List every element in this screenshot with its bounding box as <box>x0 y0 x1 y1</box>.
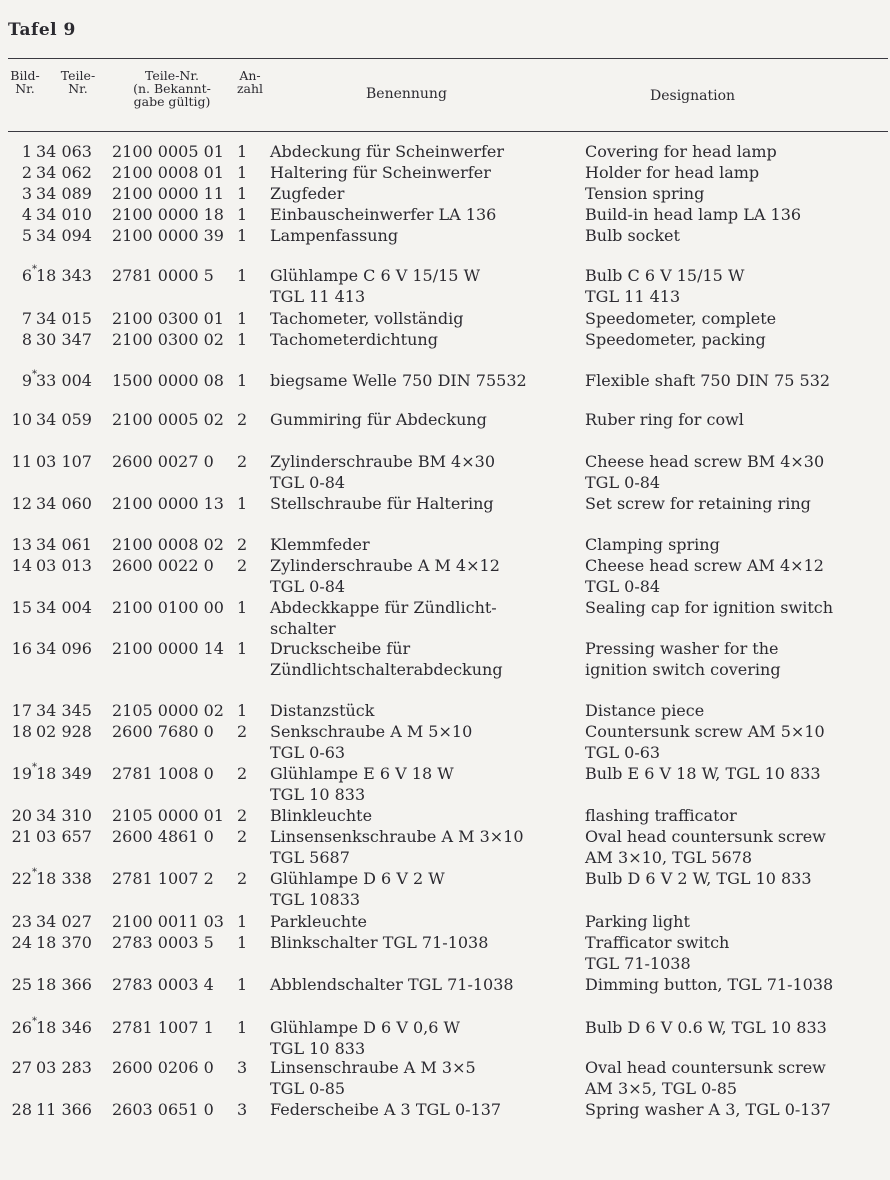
cell-bild-nr: 28 <box>11 1100 32 1119</box>
cell-bild-nr: 16 <box>11 639 32 658</box>
page-title: Tafel 9 <box>8 20 76 40</box>
cell-anzahl: 1 <box>237 142 248 161</box>
cell-bild-nr: 13 <box>11 535 32 554</box>
cell-anzahl: 1 <box>237 975 248 994</box>
cell-designation: Oval head countersunk screw <box>585 1058 826 1077</box>
cell-teile-nr: 34 027 <box>36 912 92 931</box>
header-top-rule <box>8 58 888 59</box>
cell-designation: Bulb E 6 V 18 W, TGL 10 833 <box>585 764 821 783</box>
cell-bild-nr: 10 <box>11 410 32 429</box>
cell-designation: TGL 11 413 <box>585 287 681 306</box>
cell-teile-nr: 34 010 <box>36 205 92 224</box>
cell-bild-nr: 27 <box>11 1058 32 1077</box>
cell-teile-nr-bekanntgabe: 2100 0000 18 <box>112 205 224 224</box>
cell-designation: Speedometer, packing <box>585 330 766 349</box>
cell-teile-nr: 18 366 <box>36 975 92 994</box>
cell-benennung: Haltering für Scheinwerfer <box>270 163 491 182</box>
cell-teile-nr-bekanntgabe: 2600 0027 0 <box>112 452 214 471</box>
cell-anzahl: 2 <box>237 722 248 741</box>
cell-anzahl: 1 <box>237 205 248 224</box>
cell-teile-nr: 18 346 <box>36 1018 92 1037</box>
cell-benennung: Druckscheibe für <box>270 639 411 658</box>
cell-bild-nr: 3 <box>21 184 32 203</box>
cell-teile-nr: 34 061 <box>36 535 92 554</box>
cell-teile-nr-bekanntgabe: 2781 1008 0 <box>112 764 214 783</box>
cell-anzahl: 2 <box>237 535 248 554</box>
cell-benennung: Glühlampe D 6 V 0,6 W <box>270 1018 460 1037</box>
cell-teile-nr: 34 015 <box>36 309 92 328</box>
header-bek-line2: (n. Bekannt- <box>133 81 211 96</box>
cell-benennung: Federscheibe A 3 TGL 0-137 <box>270 1100 502 1119</box>
cell-bild-nr: 5 <box>21 226 32 245</box>
cell-teile-nr-bekanntgabe: 2600 0022 0 <box>112 556 214 575</box>
header-bek-line3: gabe gültig) <box>133 94 211 109</box>
cell-designation: TGL 0-63 <box>585 743 661 762</box>
cell-benennung: Parkleuchte <box>270 912 367 931</box>
cell-benennung: Senkschraube A M 5⨯10 <box>270 722 473 741</box>
cell-teile-nr: 03 107 <box>36 452 92 471</box>
cell-benennung: Gummiring für Abdeckung <box>270 410 487 429</box>
cell-benennung: Glühlampe D 6 V 2 W <box>270 869 445 888</box>
cell-anzahl: 1 <box>237 184 248 203</box>
cell-benennung: Glühlampe E 6 V 18 W <box>270 764 454 783</box>
cell-designation: Bulb D 6 V 2 W, TGL 10 833 <box>585 869 812 888</box>
cell-designation: Sealing cap for ignition switch <box>585 598 834 617</box>
cell-benennung: TGL 10833 <box>270 890 361 909</box>
cell-designation: Bulb C 6 V 15/15 W <box>585 266 745 285</box>
cell-designation: ignition switch covering <box>585 660 781 679</box>
cell-designation: TGL 71-1038 <box>585 954 691 973</box>
cell-teile-nr-bekanntgabe: 2783 0003 4 <box>112 975 214 994</box>
cell-teile-nr-bekanntgabe: 2100 0100 00 <box>112 598 224 617</box>
cell-designation: Clamping spring <box>585 535 720 554</box>
cell-anzahl: 2 <box>237 869 248 888</box>
cell-designation: Distance piece <box>585 701 705 720</box>
cell-teile-nr: 18 349 <box>36 764 92 783</box>
cell-designation: Flexible shaft 750 DIN 75 532 <box>585 371 831 390</box>
cell-benennung: biegsame Welle 750 DIN 75532 <box>270 371 527 390</box>
cell-anzahl: 2 <box>237 827 248 846</box>
cell-bild-nr: 26 <box>11 1018 32 1037</box>
asterisk-marker: * <box>32 762 37 773</box>
cell-anzahl: 1 <box>237 371 248 390</box>
cell-bild-nr: 23 <box>11 912 32 931</box>
cell-designation: AM 3×10, TGL 5678 <box>585 848 753 867</box>
cell-designation: Set screw for retaining ring <box>585 494 811 513</box>
cell-designation: Speedometer, complete <box>585 309 777 328</box>
cell-designation: TGL 0-84 <box>585 577 661 596</box>
cell-teile-nr-bekanntgabe: 2781 1007 1 <box>112 1018 214 1037</box>
cell-designation: Trafficator switch <box>585 933 730 952</box>
cell-teile-nr-bekanntgabe: 2105 0000 01 <box>112 806 224 825</box>
cell-teile-nr-bekanntgabe: 2600 7680 0 <box>112 722 214 741</box>
cell-benennung: Linsensenkschraube A M 3⨯10 <box>270 827 524 846</box>
header-bild-nr-line1: Bild- <box>10 68 40 83</box>
cell-designation: Cheese head screw AM 4⨯12 <box>585 556 824 575</box>
cell-teile-nr-bekanntgabe: 2100 0000 39 <box>112 226 224 245</box>
cell-designation: Spring washer A 3, TGL 0-137 <box>585 1100 831 1119</box>
cell-anzahl: 1 <box>237 266 248 285</box>
asterisk-marker: * <box>32 1016 37 1027</box>
cell-benennung: Einbauscheinwerfer LA 136 <box>270 205 497 224</box>
cell-teile-nr-bekanntgabe: 2100 0005 01 <box>112 142 224 161</box>
cell-bild-nr: 14 <box>11 556 32 575</box>
cell-anzahl: 3 <box>237 1100 248 1119</box>
cell-bild-nr: 21 <box>11 827 32 846</box>
header-bild-nr-line2: Nr. <box>15 81 35 96</box>
cell-teile-nr: 02 928 <box>36 722 92 741</box>
cell-bild-nr: 25 <box>11 975 32 994</box>
cell-designation: Covering for head lamp <box>585 142 777 161</box>
cell-bild-nr: 15 <box>11 598 32 617</box>
cell-bild-nr: 12 <box>11 494 32 513</box>
header-anzahl-line2: zahl <box>236 81 264 96</box>
cell-bild-nr: 22 <box>11 869 32 888</box>
cell-designation: Parking light <box>585 912 690 931</box>
cell-teile-nr-bekanntgabe: 2100 0000 13 <box>112 494 224 513</box>
cell-bild-nr: 9 <box>21 371 32 390</box>
cell-benennung: TGL 10 833 <box>270 785 366 804</box>
cell-benennung: TGL 0-84 <box>270 473 346 492</box>
cell-benennung: TGL 5687 <box>270 848 350 867</box>
cell-anzahl: 1 <box>237 309 248 328</box>
cell-teile-nr: 34 063 <box>36 142 92 161</box>
cell-bild-nr: 6 <box>21 266 32 285</box>
cell-benennung: Glühlampe C 6 V 15/15 W <box>270 266 481 285</box>
header-teile-nr-bekanntgabe <box>116 69 228 108</box>
cell-designation: Bulb socket <box>585 226 680 245</box>
cell-anzahl: 1 <box>237 163 248 182</box>
cell-teile-nr: 18 338 <box>36 869 92 888</box>
cell-anzahl: 2 <box>237 556 248 575</box>
header-bild-nr <box>8 69 42 95</box>
cell-teile-nr: 34 345 <box>36 701 92 720</box>
cell-teile-nr-bekanntgabe: 2600 0206 0 <box>112 1058 214 1077</box>
cell-benennung: TGL 0-85 <box>270 1079 346 1098</box>
cell-teile-nr-bekanntgabe: 2603 0651 0 <box>112 1100 214 1119</box>
cell-anzahl: 1 <box>237 494 248 513</box>
cell-benennung: TGL 10 833 <box>270 1039 366 1058</box>
header-teile-nr <box>56 69 100 95</box>
cell-bild-nr: 4 <box>21 205 32 224</box>
cell-teile-nr-bekanntgabe: 2100 0000 11 <box>112 184 224 203</box>
cell-bild-nr: 24 <box>11 933 32 952</box>
cell-designation: Tension spring <box>585 184 705 203</box>
cell-anzahl: 1 <box>237 701 248 720</box>
cell-anzahl: 1 <box>237 330 248 349</box>
cell-designation: Pressing washer for the <box>585 639 779 658</box>
cell-teile-nr: 30 347 <box>36 330 92 349</box>
cell-benennung: Tachometer, vollständig <box>270 309 464 328</box>
cell-teile-nr: 34 004 <box>36 598 92 617</box>
cell-benennung: TGL 11 413 <box>270 287 366 306</box>
cell-teile-nr: 34 060 <box>36 494 92 513</box>
cell-bild-nr: 7 <box>21 309 32 328</box>
cell-benennung: Abdeckkappe für Zündlicht- <box>270 598 497 617</box>
cell-designation: Bulb D 6 V 0.6 W, TGL 10 833 <box>585 1018 827 1037</box>
cell-anzahl: 1 <box>237 933 248 952</box>
cell-teile-nr: 33 004 <box>36 371 92 390</box>
cell-teile-nr: 03 283 <box>36 1058 92 1077</box>
cell-anzahl: 2 <box>237 452 248 471</box>
cell-anzahl: 2 <box>237 764 248 783</box>
cell-teile-nr-bekanntgabe: 2781 0000 5 <box>112 266 214 285</box>
cell-benennung: Zylinderschraube BM 4⨯30 <box>270 452 495 471</box>
cell-benennung: Zugfeder <box>270 184 345 203</box>
cell-designation: Ruber ring for cowl <box>585 410 744 429</box>
cell-benennung: Abdeckung für Scheinwerfer <box>270 142 505 161</box>
cell-benennung: Lampenfassung <box>270 226 399 245</box>
cell-teile-nr-bekanntgabe: 2100 0011 03 <box>112 912 224 931</box>
asterisk-marker: * <box>32 867 37 878</box>
cell-teile-nr-bekanntgabe: 2100 0008 01 <box>112 163 224 182</box>
cell-anzahl: 2 <box>237 806 248 825</box>
cell-benennung: Linsenschraube A M 3×5 <box>270 1058 476 1077</box>
cell-teile-nr-bekanntgabe: 2100 0300 01 <box>112 309 224 328</box>
cell-bild-nr: 20 <box>11 806 32 825</box>
cell-teile-nr: 34 089 <box>36 184 92 203</box>
cell-anzahl: 3 <box>237 1058 248 1077</box>
cell-designation: AM 3⨯5, TGL 0-85 <box>585 1079 738 1098</box>
cell-teile-nr: 34 310 <box>36 806 92 825</box>
cell-benennung: Tachometerdichtung <box>270 330 438 349</box>
header-bek-line1: Teile-Nr. <box>145 68 199 83</box>
cell-teile-nr-bekanntgabe: 2100 0000 14 <box>112 639 224 658</box>
header-benennung: Benennung <box>366 86 447 102</box>
cell-bild-nr: 2 <box>21 163 32 182</box>
cell-designation: Dimming button, TGL 71-1038 <box>585 975 834 994</box>
cell-anzahl: 1 <box>237 598 248 617</box>
cell-benennung: Stellschraube für Haltering <box>270 494 494 513</box>
cell-benennung: Blinkschalter TGL 71-1038 <box>270 933 489 952</box>
cell-teile-nr-bekanntgabe: 2105 0000 02 <box>112 701 224 720</box>
cell-teile-nr: 03 013 <box>36 556 92 575</box>
cell-teile-nr: 34 096 <box>36 639 92 658</box>
cell-designation: Cheese head screw BM 4⨯30 <box>585 452 825 471</box>
header-bottom-rule <box>8 131 888 132</box>
cell-anzahl: 1 <box>237 639 248 658</box>
cell-benennung: Zündlichtschalterabdeckung <box>270 660 503 679</box>
cell-bild-nr: 17 <box>11 701 32 720</box>
cell-teile-nr-bekanntgabe: 1500 0000 08 <box>112 371 224 390</box>
cell-anzahl: 1 <box>237 1018 248 1037</box>
cell-anzahl: 1 <box>237 226 248 245</box>
cell-benennung: TGL 0-63 <box>270 743 346 762</box>
cell-teile-nr-bekanntgabe: 2600 4861 0 <box>112 827 214 846</box>
cell-benennung: schalter <box>270 619 336 638</box>
cell-designation: TGL 0-84 <box>585 473 661 492</box>
cell-bild-nr: 1 <box>21 142 32 161</box>
cell-teile-nr-bekanntgabe: 2100 0008 02 <box>112 535 224 554</box>
cell-designation: flashing trafficator <box>585 806 737 825</box>
asterisk-marker: * <box>32 264 37 275</box>
cell-teile-nr: 34 062 <box>36 163 92 182</box>
cell-anzahl: 1 <box>237 912 248 931</box>
cell-benennung: Klemmfeder <box>270 535 370 554</box>
cell-teile-nr: 18 370 <box>36 933 92 952</box>
cell-designation: Countersunk screw AM 5⨯10 <box>585 722 825 741</box>
cell-benennung: Blinkleuchte <box>270 806 373 825</box>
cell-teile-nr-bekanntgabe: 2100 0005 02 <box>112 410 224 429</box>
header-anzahl <box>232 69 268 95</box>
cell-designation: Holder for head lamp <box>585 163 760 182</box>
header-designation: Designation <box>650 88 736 104</box>
cell-anzahl: 2 <box>237 410 248 429</box>
cell-benennung: Zylinderschraube A M 4×12 <box>270 556 500 575</box>
cell-designation: Oval head countersunk screw <box>585 827 826 846</box>
cell-bild-nr: 8 <box>21 330 32 349</box>
cell-teile-nr: 34 059 <box>36 410 92 429</box>
cell-bild-nr: 18 <box>11 722 32 741</box>
header-teile-nr-line1: Teile- <box>60 68 96 83</box>
cell-teile-nr: 18 343 <box>36 266 92 285</box>
cell-teile-nr-bekanntgabe: 2783 0003 5 <box>112 933 214 952</box>
cell-teile-nr: 34 094 <box>36 226 92 245</box>
cell-benennung: TGL 0-84 <box>270 577 346 596</box>
cell-bild-nr: 11 <box>11 452 32 471</box>
cell-bild-nr: 19 <box>11 764 32 783</box>
cell-benennung: Abblendschalter TGL 71-1038 <box>270 975 514 994</box>
cell-teile-nr-bekanntgabe: 2100 0300 02 <box>112 330 224 349</box>
header-teile-nr-line2: Nr. <box>68 81 88 96</box>
cell-benennung: Distanzstück <box>270 701 375 720</box>
cell-designation: Build-in head lamp LA 136 <box>585 205 802 224</box>
cell-teile-nr: 03 657 <box>36 827 92 846</box>
cell-teile-nr: 11 366 <box>36 1100 92 1119</box>
cell-teile-nr-bekanntgabe: 2781 1007 2 <box>112 869 214 888</box>
asterisk-marker: * <box>32 369 37 380</box>
header-anzahl-line1: An- <box>239 68 261 83</box>
